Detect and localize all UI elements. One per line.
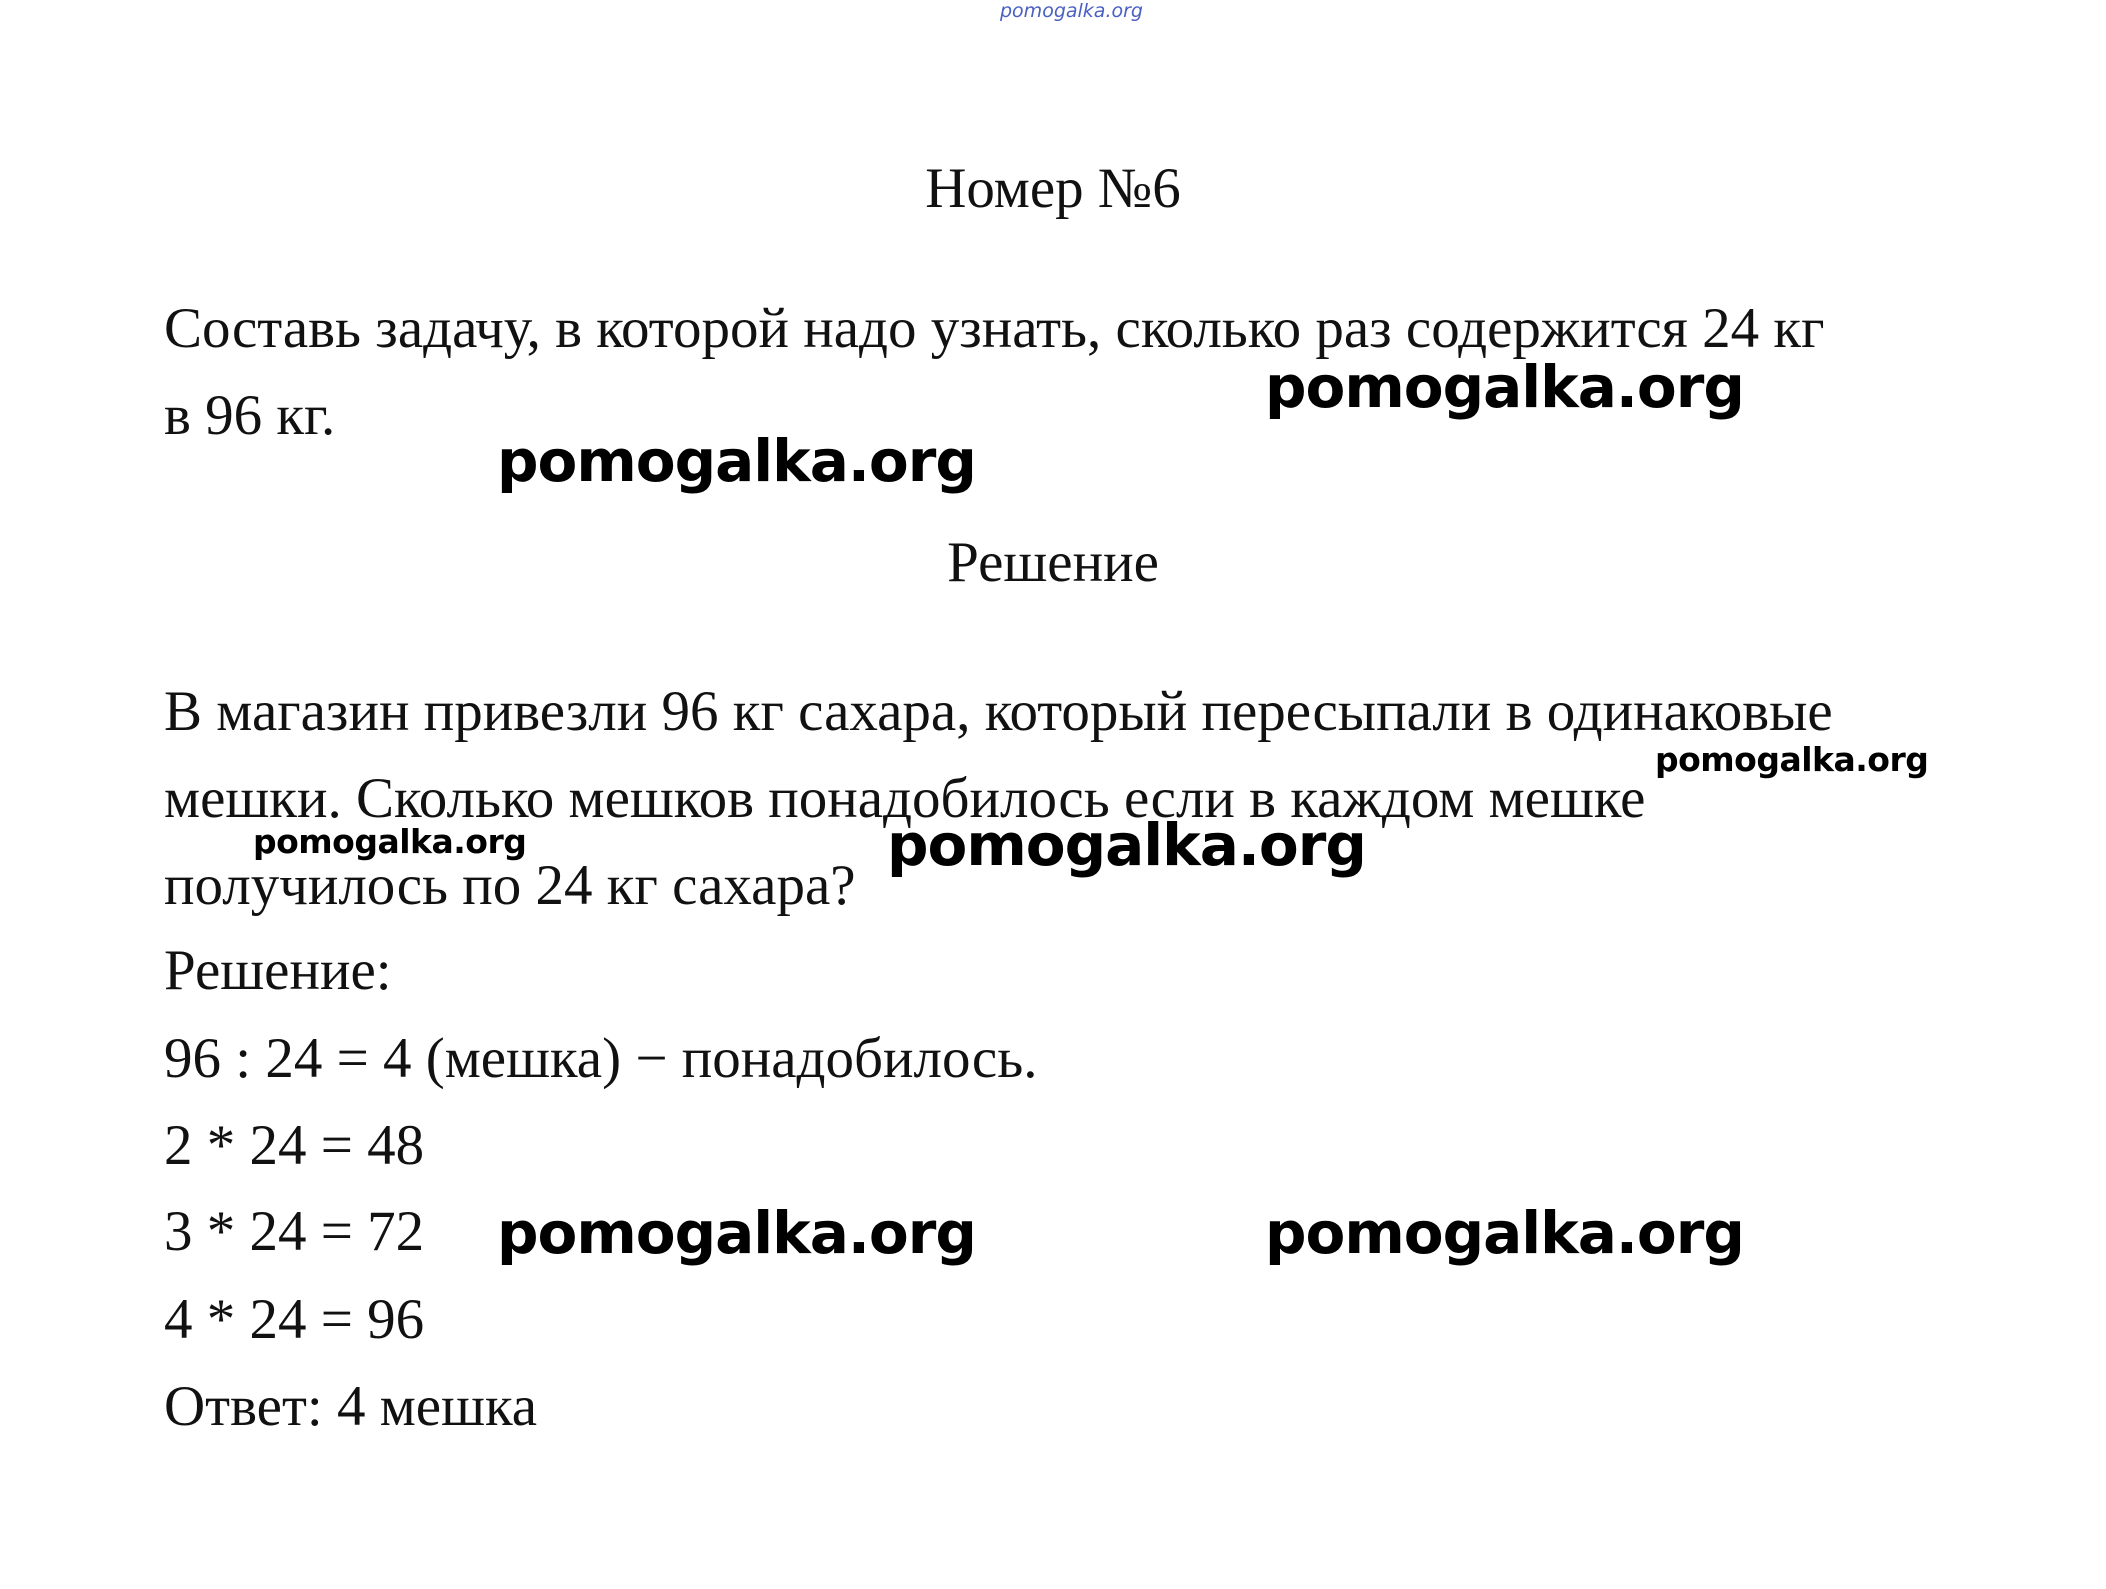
solution-heading: Решение xyxy=(947,531,1159,594)
watermark-6: pomogalka.org xyxy=(497,1199,976,1267)
solution-step-2: 2 * 24 = 48 xyxy=(164,1114,425,1177)
solution-step-4: 4 * 24 = 96 xyxy=(164,1288,425,1351)
answer-line: Ответ: 4 мешка xyxy=(164,1375,538,1438)
watermark-top: pomogalka.org xyxy=(1000,0,1143,22)
task-line-2: в 96 кг. xyxy=(164,384,336,447)
problem-line-1: В магазин привезли 96 кг сахара, который пересыпали в одинаковые xyxy=(164,680,1833,743)
watermark-5: pomogalka.org xyxy=(887,811,1366,879)
watermark-4: pomogalka.org xyxy=(253,822,527,861)
page-title: Номер №6 xyxy=(925,157,1181,220)
watermark-3: pomogalka.org xyxy=(1655,740,1929,779)
watermark-2: pomogalka.org xyxy=(497,427,976,495)
solution-step-3: 3 * 24 = 72 xyxy=(164,1200,425,1263)
task-line-1: Составь задачу, в которой надо узнать, сколько раз содержится 24 кг xyxy=(164,297,1825,360)
problem-line-3: получилось по 24 кг сахара? xyxy=(164,854,856,917)
problem-line-2: мешки. Сколько мешков понадобилось если в каждом мешке xyxy=(164,767,1646,830)
solution-step-1: 96 : 24 = 4 (мешка) − понадобилось. xyxy=(164,1027,1038,1090)
solution-label: Решение: xyxy=(164,939,392,1002)
watermark-7: pomogalka.org xyxy=(1265,1199,1744,1267)
watermark-1: pomogalka.org xyxy=(1265,353,1744,421)
